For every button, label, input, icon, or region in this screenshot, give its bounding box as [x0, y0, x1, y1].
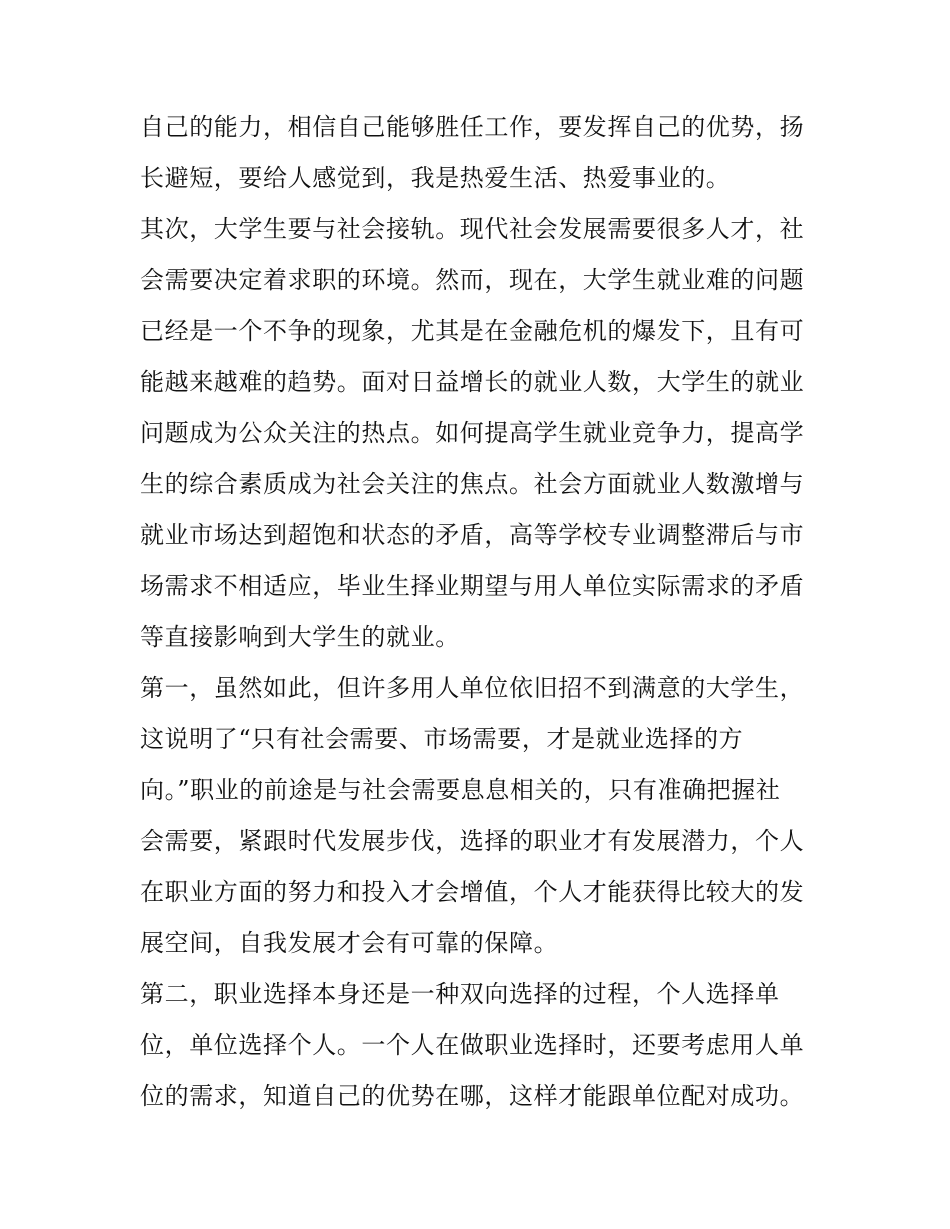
text-line: 在职业方面的努力和投入才会增值，个人才能获得比较大的发: [140, 878, 805, 906]
text-line: 第二，职业选择本身还是一种双向选择的过程，个人选择单: [140, 980, 780, 1008]
document-page: [140, 102, 820, 1122]
text-line: 展空间，自我发展才会有可靠的保障。: [140, 929, 559, 957]
paragraph-ability: [140, 102, 820, 204]
text-line: 等直接影响到大学生的就业。: [140, 623, 460, 651]
text-line: 自己的能力，相信自己能够胜任工作，要发挥自己的优势，扬: [140, 113, 805, 141]
text-line: 生的综合素质成为社会关注的焦点。社会方面就业人数激增与: [140, 470, 805, 498]
text-line: 其次，大学生要与社会接轨。现代社会发展需要很多人才，社: [140, 215, 805, 243]
text-line: 会需要，紧跟时代发展步伐，选择的职业才有发展潜力，个人: [140, 827, 805, 855]
paragraph-second: [140, 969, 820, 1122]
text-line: 问题成为公众关注的热点。如何提高学生就业竞争力，提高学: [140, 419, 805, 447]
text-line: 长避短，要给人感觉到，我是热爱生活、热爱事业的。: [140, 164, 731, 192]
text-line: 已经是一个不争的现象，尤其是在金融危机的爆发下，且有可: [140, 317, 805, 345]
text-line: 场需求不相适应，毕业生择业期望与用人单位实际需求的矛盾: [140, 572, 805, 600]
paragraph-society: [140, 204, 820, 663]
paragraph-first: [140, 663, 820, 969]
text-line: 会需要决定着求职的环境。然而，现在，大学生就业难的问题: [140, 266, 805, 294]
text-line: 能越来越难的趋势。面对日益增长的就业人数，大学生的就业: [140, 368, 805, 396]
text-line: 就业市场达到超饱和状态的矛盾，高等学校专业调整滞后与市: [140, 521, 805, 549]
text-line: 这说明了“只有社会需要、市场需要，才是就业选择的方: [140, 725, 744, 753]
text-line: 位的需求，知道自己的优势在哪，这样才能跟单位配对成功。: [140, 1082, 805, 1110]
text-line: 第一，虽然如此，但许多用人单位依旧招不到满意的大学生，: [140, 674, 805, 702]
text-line: 向。”职业的前途是与社会需要息息相关的，只有准确把握社: [140, 776, 781, 804]
text-line: 位，单位选择个人。一个人在做职业选择时，还要考虑用人单: [140, 1031, 805, 1059]
